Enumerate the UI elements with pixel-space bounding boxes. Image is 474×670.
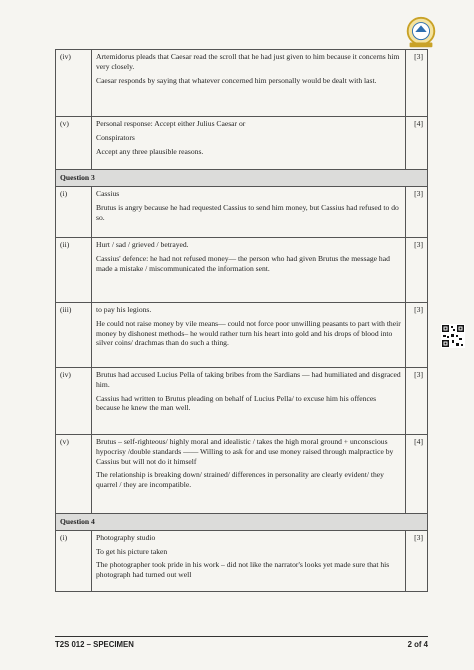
answer-line: Cassius bbox=[96, 188, 120, 198]
answer-line: Cassius had written to Brutus pleading on behalf of Lucius Pella/ to excuse him his offences because he knew the man well. bbox=[96, 393, 377, 413]
answer-line: to pay his legions. bbox=[96, 304, 152, 314]
answer-line: To get his picture taken bbox=[96, 546, 168, 556]
marks: [3] bbox=[406, 367, 428, 434]
answer-line: Artemidorus pleads that Caesar read the scroll that he had just given to him because it concerns him very closely. bbox=[96, 52, 400, 71]
marks: [3] bbox=[406, 50, 428, 117]
answer-row bbox=[56, 434, 428, 513]
answer-text bbox=[92, 302, 406, 367]
question-heading-row bbox=[56, 170, 428, 187]
answer-line: The relationship is breaking down/ strained/ differences in personality are clearly evident/ they quarrel / they are incompatible. bbox=[96, 470, 384, 490]
answer-text bbox=[92, 186, 406, 237]
answer-line: He could not raise money by vile means— could not force poor unwilling peasants to part with their money by dishonest methods– he would rather turn his heart into gold and his drops of blood into silver coins/ drachmas than do such a thing. bbox=[96, 318, 401, 348]
question-heading: Question 4 bbox=[56, 513, 428, 530]
question-heading-row bbox=[56, 513, 428, 530]
answer-row bbox=[56, 117, 428, 170]
marking-scheme-table bbox=[55, 49, 428, 592]
answer-text bbox=[92, 367, 406, 434]
answer-text bbox=[92, 50, 406, 117]
answer-row bbox=[56, 50, 428, 117]
marks: [3] bbox=[406, 237, 428, 302]
answer-line: Accept any three plausible reasons. bbox=[96, 146, 204, 156]
answer-row bbox=[56, 530, 428, 591]
footer-paper-code: T2S 012 – SPECIMEN bbox=[55, 640, 134, 649]
question-number: (i) bbox=[56, 530, 92, 591]
marks: [3] bbox=[406, 530, 428, 591]
council-logo bbox=[402, 14, 440, 52]
question-number: (ii) bbox=[56, 237, 92, 302]
answer-line: Hurt / sad / grieved / betrayed. bbox=[96, 239, 189, 249]
answer-line: Brutus – self-righteous/ highly moral and idealistic / takes the high moral ground + unconscious hypocrisy /double standards —— Willing to ask for and use money raised through malpractice by Cassius but will not do it himself bbox=[96, 436, 394, 466]
footer-page-number: 2 of 4 bbox=[407, 640, 428, 649]
marks: [3] bbox=[406, 186, 428, 237]
marks: [4] bbox=[406, 117, 428, 170]
answer-text bbox=[92, 434, 406, 513]
marks: [4] bbox=[406, 434, 428, 513]
question-number: (iv) bbox=[56, 50, 92, 117]
answer-text bbox=[92, 237, 406, 302]
answer-line: Personal response: Accept either Julius Caesar or bbox=[96, 119, 246, 128]
qr-code bbox=[441, 324, 465, 348]
answer-line: Caesar responds by saying that whatever concerned him personally would be dealt with last. bbox=[96, 75, 377, 85]
answer-line: Photography studio bbox=[96, 532, 156, 542]
question-number: (v) bbox=[56, 117, 92, 170]
answer-line: Cassius' defence: he had not refused money— the person who had given Brutus the message had made a mistake / miscommunicated the information sent. bbox=[96, 253, 390, 273]
answer-row bbox=[56, 237, 428, 302]
answer-line: The photographer took pride in his work – did not like the narrator's looks yet made sure that his photograph had turned out well bbox=[96, 560, 390, 580]
question-number: (iv) bbox=[56, 367, 92, 434]
answer-row bbox=[56, 302, 428, 367]
answer-row bbox=[56, 367, 428, 434]
question-number: (v) bbox=[56, 434, 92, 513]
answer-text bbox=[92, 117, 406, 170]
question-number: (i) bbox=[56, 186, 92, 237]
answer-row bbox=[56, 186, 428, 237]
marks: [3] bbox=[406, 302, 428, 367]
answer-line: Brutus is angry because he had requested Cassius to send him money, but Cassius had refused to do so. bbox=[96, 202, 399, 222]
question-heading: Question 3 bbox=[56, 170, 428, 187]
footer-divider bbox=[55, 636, 428, 637]
answer-line: Conspirators bbox=[96, 132, 135, 142]
question-number: (iii) bbox=[56, 302, 92, 367]
answer-line: Brutus had accused Lucius Pella of taking bribes from the Sardians — had humiliated and disgraced him. bbox=[96, 369, 401, 389]
answer-text bbox=[92, 530, 406, 591]
